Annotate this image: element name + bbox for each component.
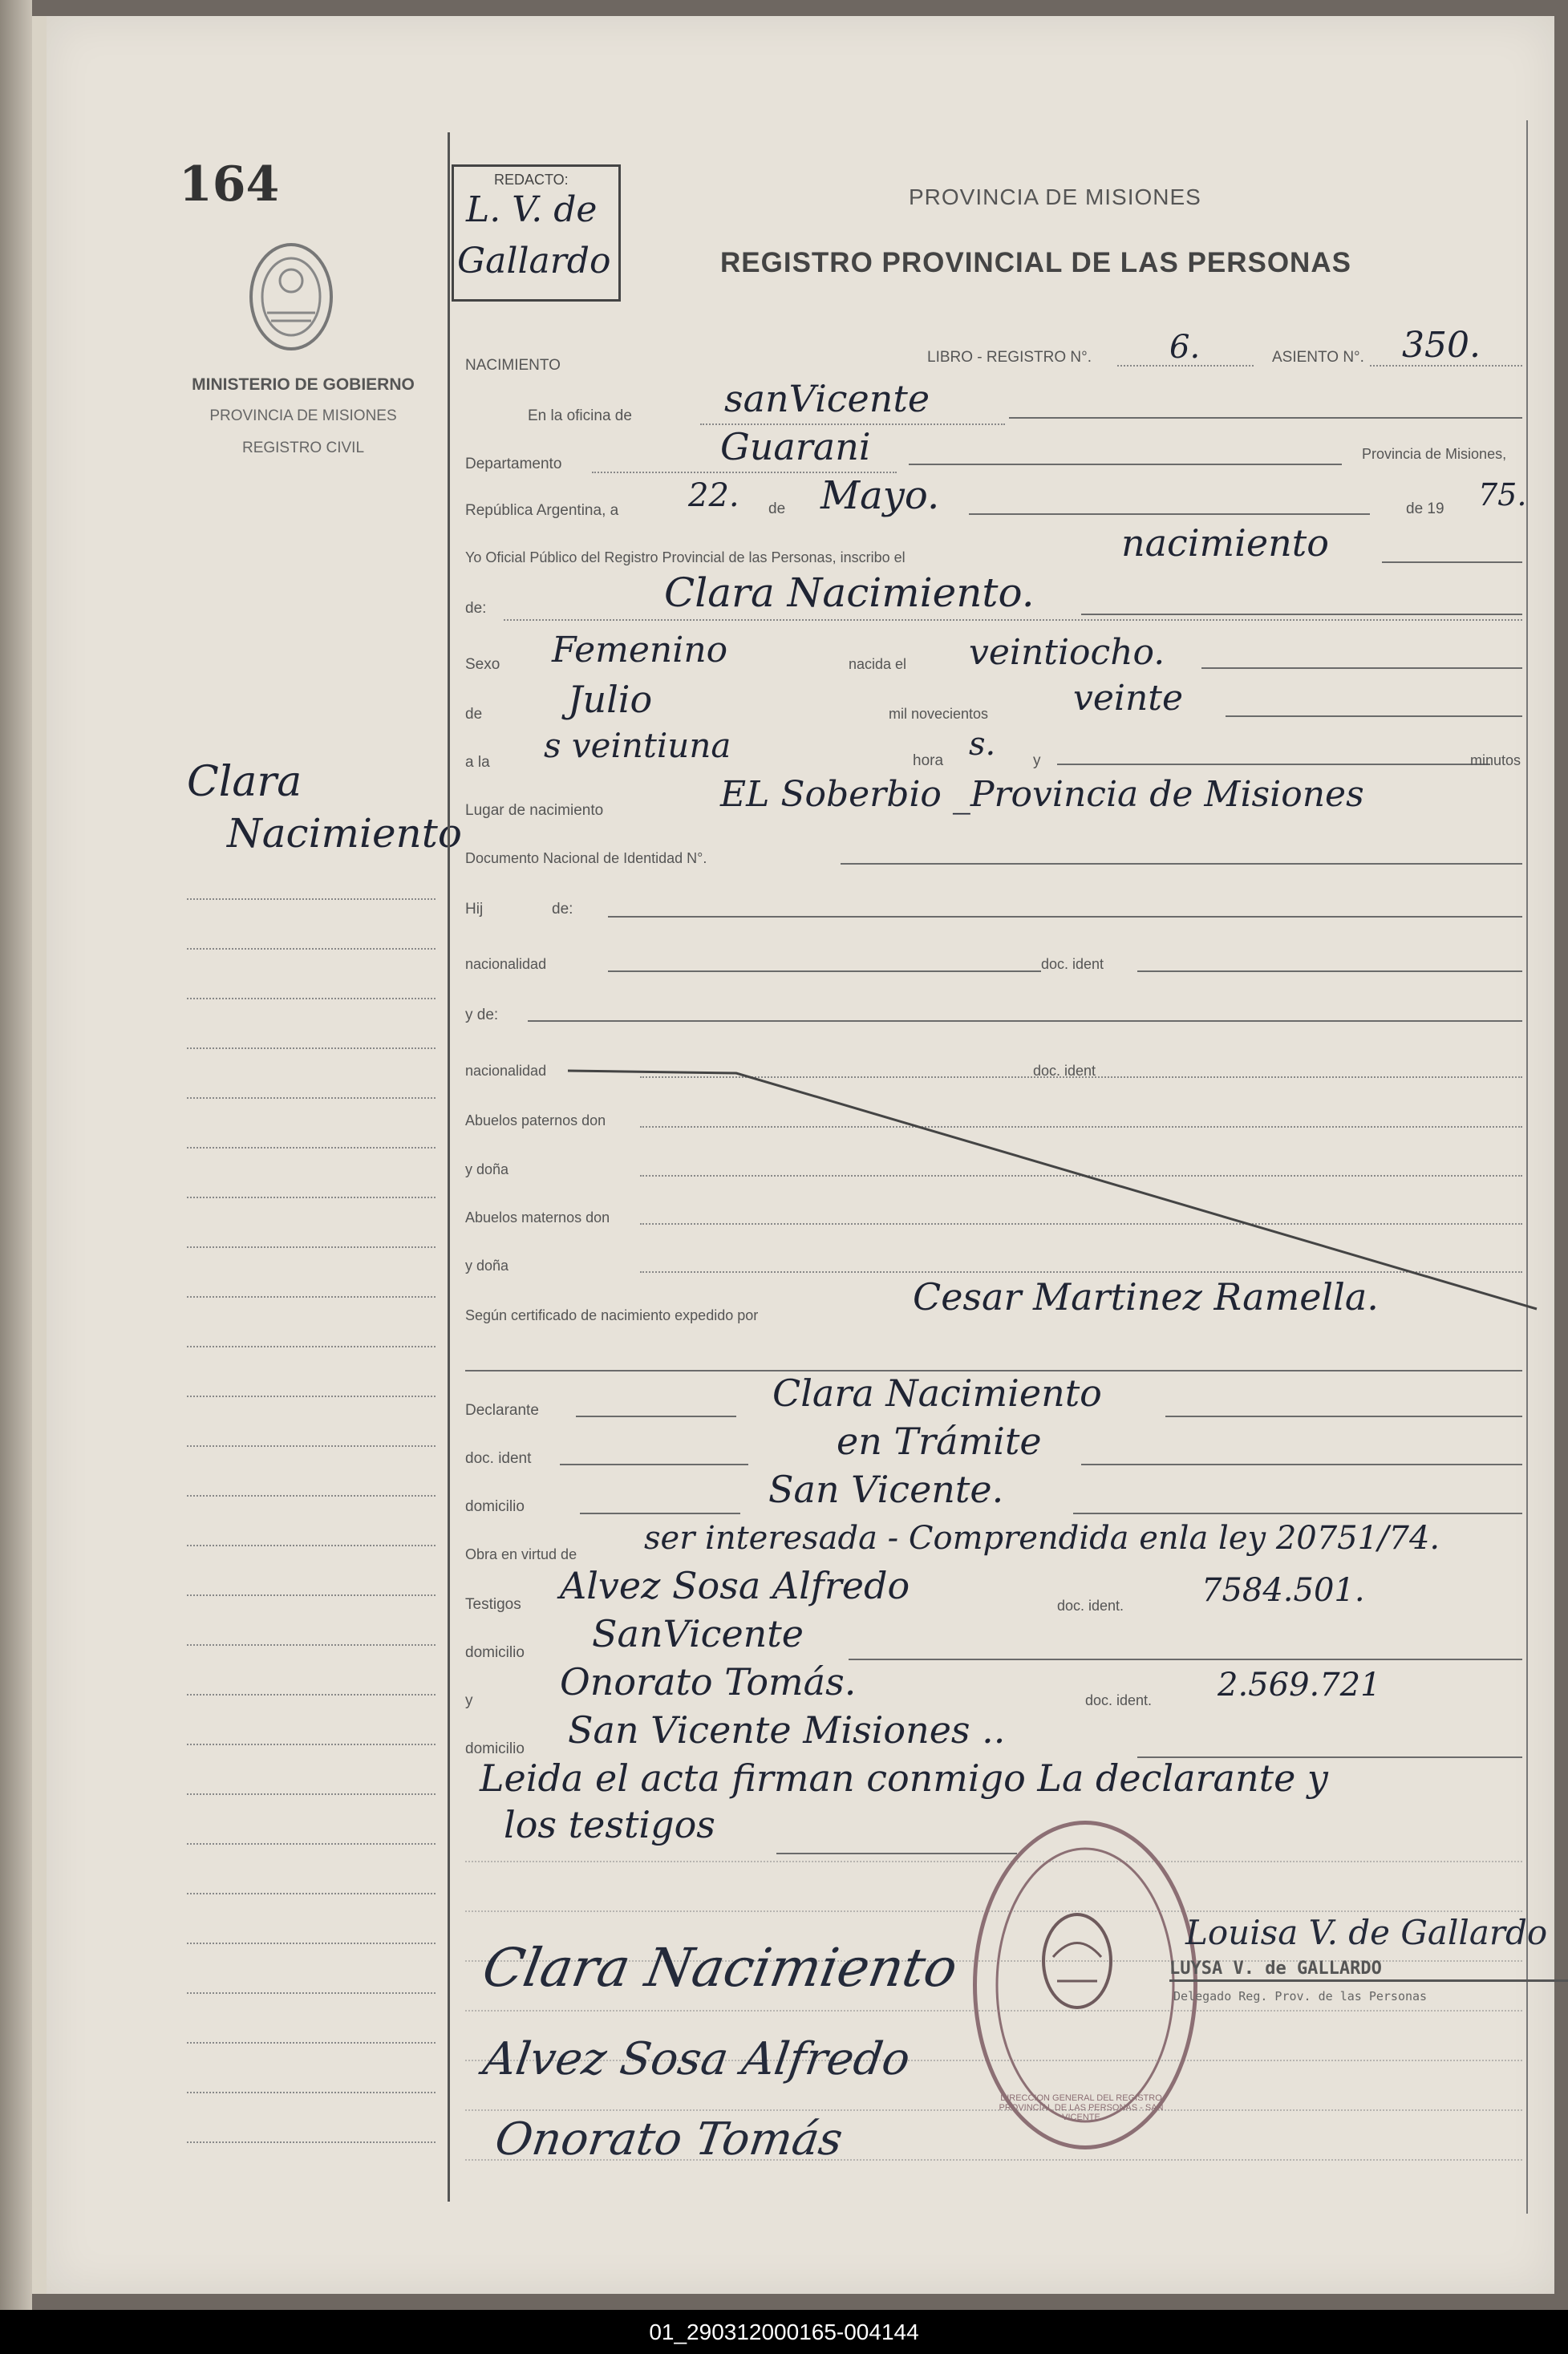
certificado-value: Cesar Martinez Ramella. <box>913 1275 1379 1319</box>
official-stamp-title: Delegado Reg. Prov. de las Personas <box>1173 1989 1428 2004</box>
oficial-label: Yo Oficial Público del Registro Provincial de las Personas, inscribo el <box>465 549 906 565</box>
de3-label: de <box>465 706 483 723</box>
docident5-label: doc. ident. <box>1085 1692 1153 1708</box>
certificado-label: Según certificado de nacimiento expedido por <box>465 1307 759 1323</box>
domicilio1-value: San Vicente. <box>768 1468 1004 1511</box>
docident4-value: 7584.501. <box>1201 1572 1365 1609</box>
alas-value: s veintiuna <box>544 726 731 765</box>
lugar-label: Lugar de nacimiento <box>465 802 604 819</box>
testigo1-value: Alvez Sosa Alfredo <box>560 1564 910 1607</box>
closing-line-1: Leida el acta firman conmigo La declarante y <box>480 1756 1328 1800</box>
province-label: PROVINCIA DE MISIONES <box>209 407 397 424</box>
asiento-value: 350. <box>1402 325 1481 366</box>
declarante-label: Declarante <box>465 1402 539 1419</box>
libro-label: LIBRO - REGISTRO N°. <box>927 349 1092 366</box>
de4-label: de: <box>552 901 573 918</box>
nacionalidad2-label: nacionalidad <box>465 1063 547 1079</box>
domicilio1-label: domicilio <box>465 1498 525 1515</box>
docident3-value: en Trámite <box>837 1420 1042 1463</box>
testigos-label: Testigos <box>465 1596 521 1613</box>
mil-label: mil novecientos <box>889 706 989 722</box>
testigo2-value: Onorato Tomás. <box>560 1660 857 1704</box>
hora-label: hora <box>913 752 944 769</box>
signature-2: Alvez Sosa Alfredo <box>480 2033 914 2085</box>
header-title: REGISTRO PROVINCIAL DE LAS PERSONAS <box>720 247 1351 278</box>
abuelos-mat-label: Abuelos maternos don <box>465 1209 610 1226</box>
oficina-label: En la oficina de <box>528 407 632 424</box>
sexo-value: Femenino <box>552 630 728 671</box>
footer-id: 01_290312000165-004144 <box>0 2310 1568 2354</box>
alas-label: a la <box>465 754 490 771</box>
signature-3: Onorato Tomás <box>492 2113 846 2166</box>
obra-value: ser interesada - Comprendida enla ley 20751/74. <box>644 1520 1440 1557</box>
lugar-value: EL Soberbio _Provincia de Misiones <box>720 774 1364 815</box>
anio-label: de 19 <box>1406 500 1444 517</box>
docident1-label: doc. ident <box>1041 956 1104 972</box>
hij-label: Hij <box>465 901 484 918</box>
mil-value: veinte <box>1073 678 1184 719</box>
domicilio2-value: SanVicente <box>592 1612 804 1655</box>
nacionalidad1-label: nacionalidad <box>465 956 547 972</box>
registry-label: REGISTRO CIVIL <box>241 440 365 456</box>
y2-label: y <box>465 1692 473 1709</box>
ydona2-label: y doña <box>465 1258 509 1274</box>
oficial-value: nacimiento <box>1121 521 1329 565</box>
docident3-label: doc. ident <box>465 1450 532 1467</box>
seal-text: DIRECCION GENERAL DEL REGISTRO PROVINCIAL DE LAS PERSONAS - SAN VICENTE <box>999 2093 1164 2122</box>
ydona1-label: y doña <box>465 1161 509 1177</box>
asiento-label: ASIENTO N°. <box>1272 349 1364 366</box>
de-label: de <box>768 500 786 517</box>
redacto-label: REDACTO: <box>494 172 569 188</box>
signature-1: Clara Nacimiento <box>478 1937 962 1999</box>
register-page <box>32 16 1554 2294</box>
docident2-label: doc. ident <box>1033 1063 1096 1079</box>
ministry-label: MINISTERIO DE GOBIERNO <box>192 375 415 394</box>
official-signature: Louisa V. de Gallardo <box>1185 1913 1548 1952</box>
docident4-label: doc. ident. <box>1057 1598 1124 1614</box>
abuelos-pat-label: Abuelos paternos don <box>465 1112 606 1128</box>
de2-label: de: <box>465 600 487 617</box>
mes-nac-value: Julio <box>568 678 653 721</box>
redacto-line2: Gallardo <box>457 241 611 282</box>
hora-value: s. <box>969 726 996 763</box>
y-label: y <box>1033 752 1041 769</box>
nacimiento-label: NACIMIENTO <box>465 357 561 374</box>
republica-label: República Argentina, a <box>465 502 619 519</box>
page-number: 164 <box>179 156 280 213</box>
minutos-label: minutos <box>1470 752 1521 768</box>
nombre-value: Clara Nacimiento. <box>664 569 1035 616</box>
margin-name-1: Clara <box>187 758 302 806</box>
book-spine <box>0 0 32 2354</box>
docident5-value: 2.569.721 <box>1218 1667 1381 1704</box>
oficina-value: sanVicente <box>724 377 930 420</box>
libro-value: 6. <box>1169 329 1201 366</box>
obra-label: Obra en virtud de <box>465 1546 577 1562</box>
mes-value: Mayo. <box>820 473 940 518</box>
provincia-label: Provincia de Misiones, <box>1362 446 1507 462</box>
departamento-label: Departamento <box>465 456 562 472</box>
domicilio2-label: domicilio <box>465 1644 525 1661</box>
domicilio3-label: domicilio <box>465 1740 525 1757</box>
yde-label: y de: <box>465 1007 499 1023</box>
closing-line-2: los testigos <box>504 1803 715 1846</box>
anio-value: 75. <box>1478 477 1527 513</box>
margin-name-2: Nacimiento <box>227 810 462 857</box>
redacto-line1: L. V. de <box>466 189 598 230</box>
header-province: PROVINCIA DE MISIONES <box>909 184 1201 209</box>
documento-label: Documento Nacional de Identidad N°. <box>465 850 707 866</box>
sexo-label: Sexo <box>465 656 500 673</box>
domicilio3-value: San Vicente Misiones .. <box>568 1708 1006 1752</box>
declarante-value: Clara Nacimiento <box>772 1371 1102 1415</box>
nacida-value: veintiocho. <box>969 632 1165 673</box>
official-stamp-name: LUYSA V. de GALLARDO <box>1169 1959 1382 1979</box>
departamento-value: Guarani <box>720 425 871 468</box>
nacida-label: nacida el <box>849 656 907 672</box>
dia-value: 22. <box>688 477 739 514</box>
